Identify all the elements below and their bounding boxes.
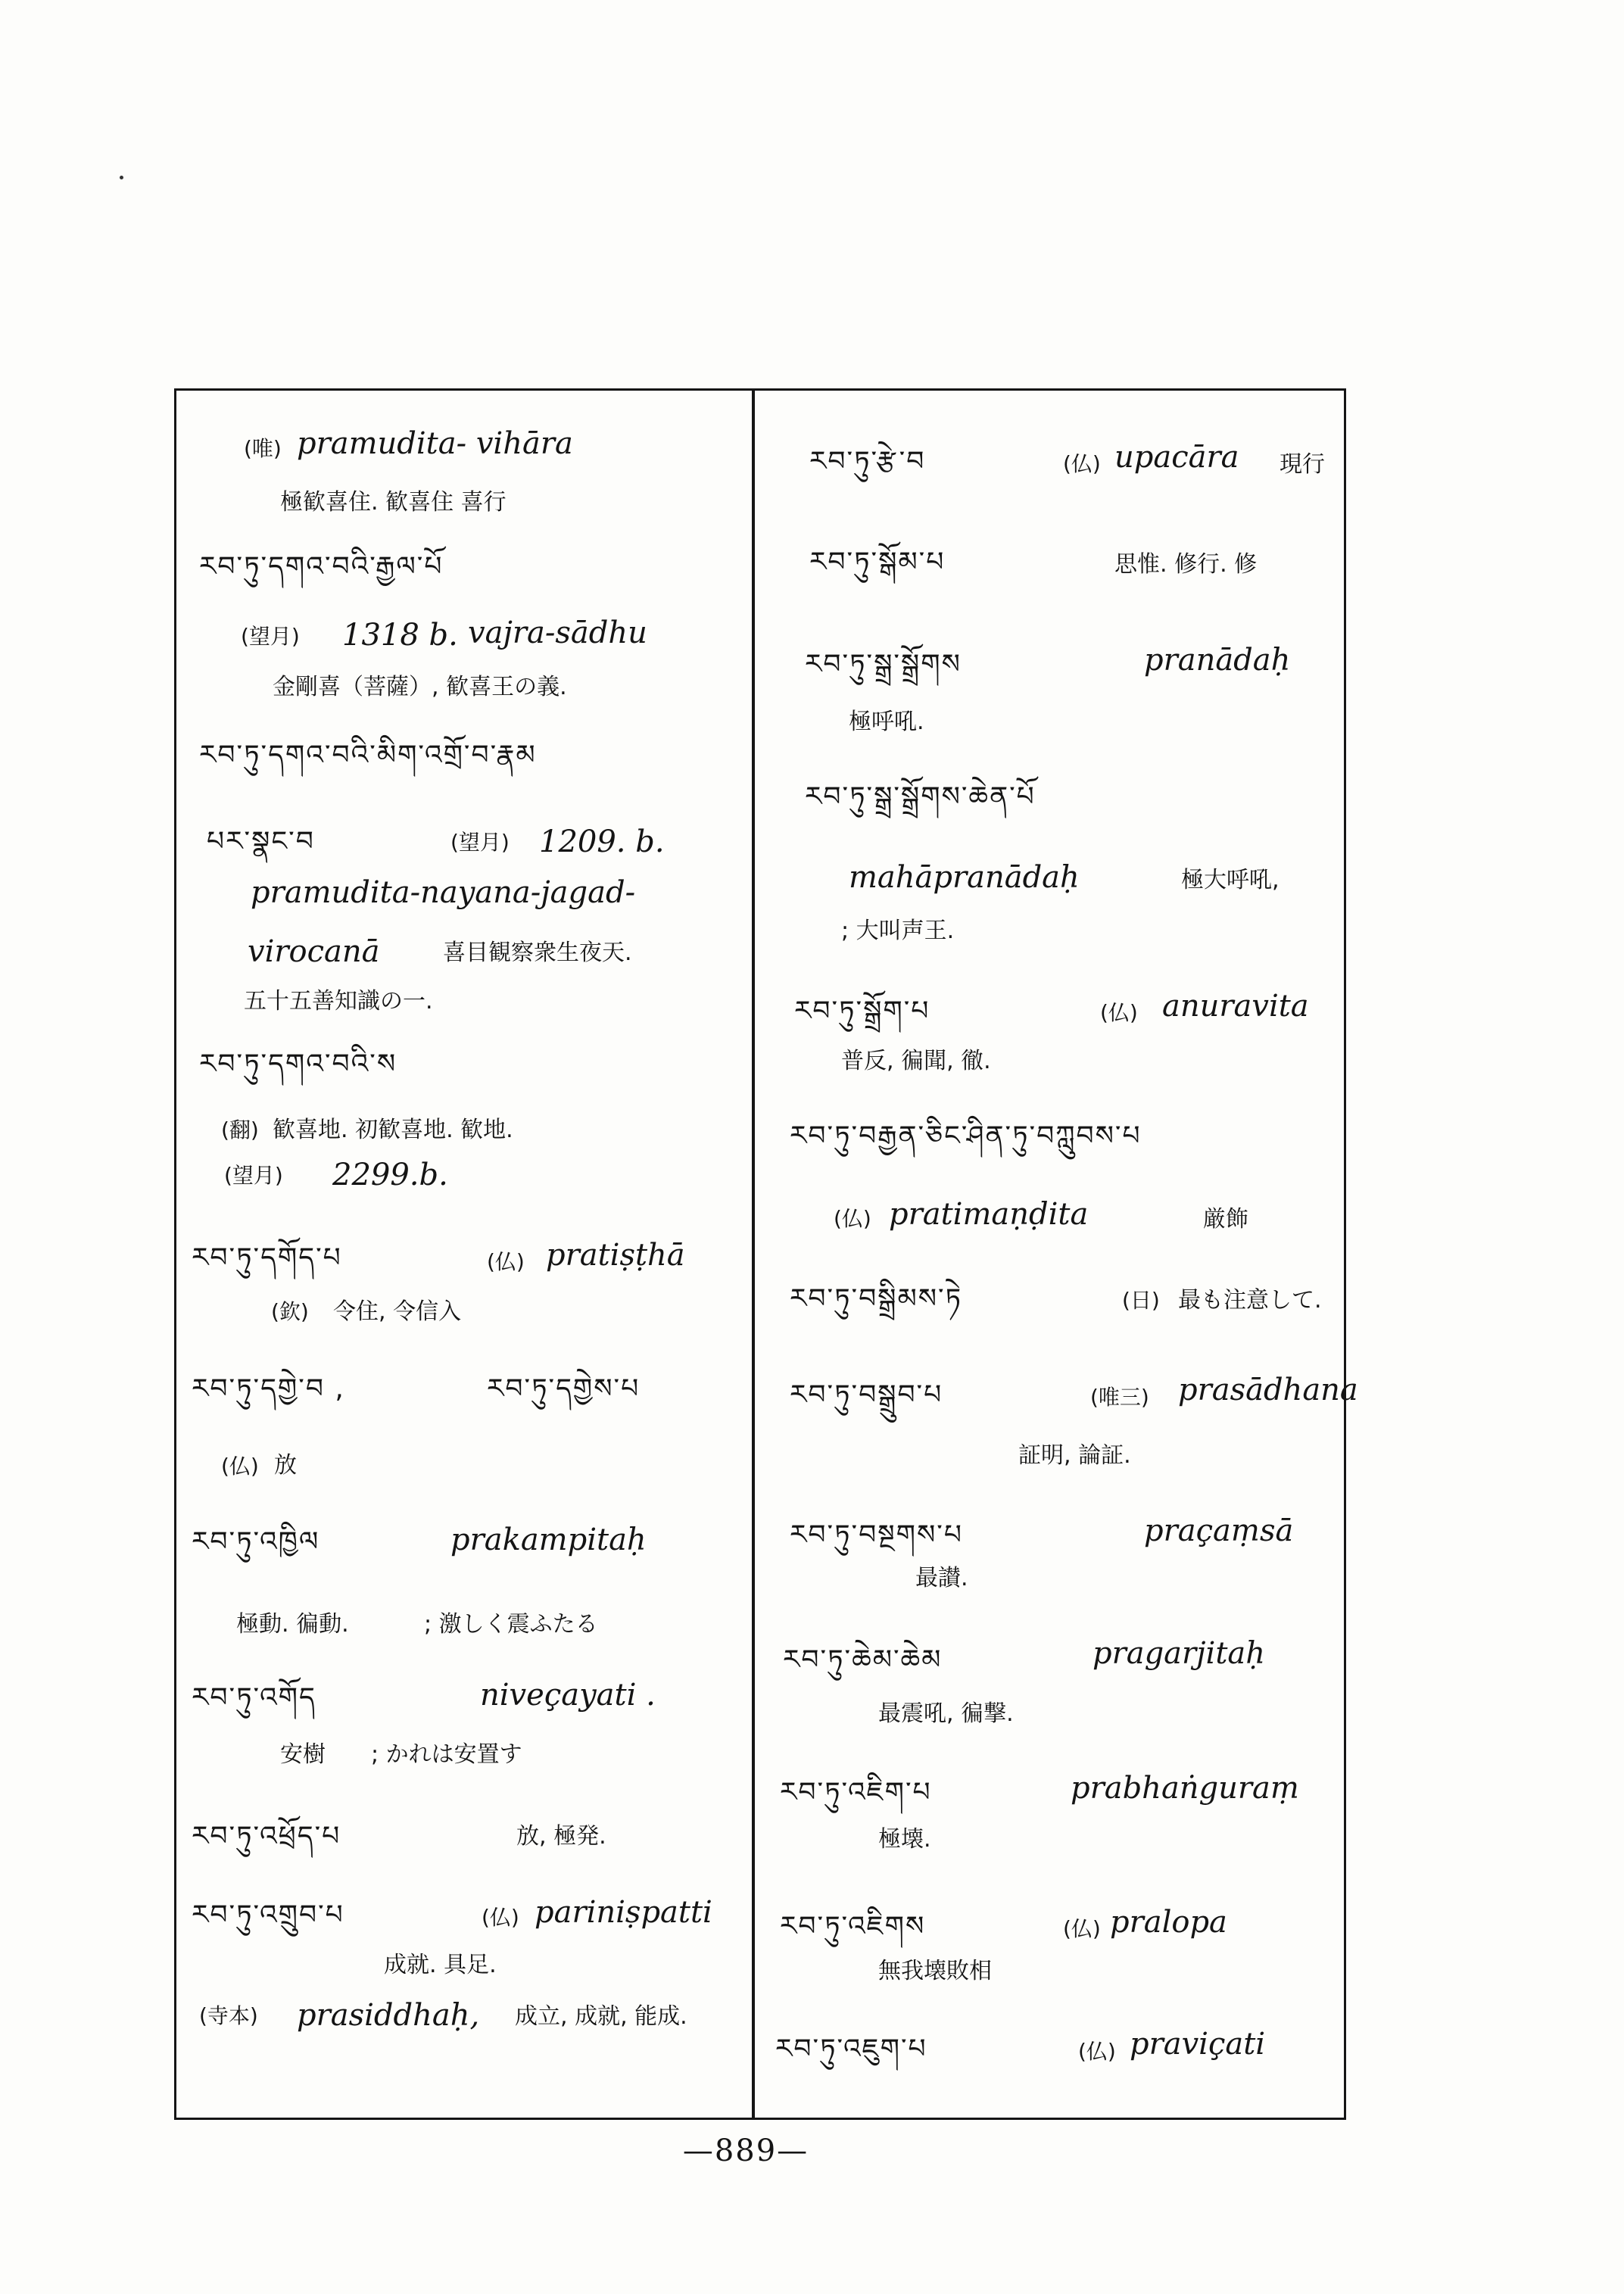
entry-japanese: 普反, 徧聞, 徹.: [841, 1048, 991, 1074]
entry-source-2: (寺本): [199, 2003, 258, 2028]
entry-japanese: 極壊.: [878, 1826, 931, 1853]
entry-tibetan: རབ་ཏུ་དགའ་བའི་མིག་འགྲོ་བ་རྣམ: [199, 740, 537, 771]
entry-reference: 1209. b.: [539, 824, 665, 859]
entry-note: 五十五善知識の一.: [244, 988, 433, 1015]
entry-reference: 2299.b.: [332, 1158, 448, 1192]
entry-sanskrit: niveçayati .: [480, 1678, 656, 1713]
entry-sanskrit: pramudita-nayana-jagad-: [251, 875, 636, 910]
entry-note: ; 激しく震ふたる: [424, 1611, 598, 1638]
entry-tibetan: རབ་ཏུ་འཇིག་པ: [780, 1777, 932, 1808]
entry-tibetan: རབ་ཏུ་འཁྱིལ: [192, 1526, 320, 1557]
entry-source: (望月): [450, 830, 510, 855]
entry-tibetan: རབ་ཏུ་སྒྲ་སྒྲོགས་ཆེན་པོ: [805, 781, 1036, 812]
entry-japanese: 令住, 令信入: [333, 1298, 462, 1325]
entry-sanskrit: pralopa: [1110, 1905, 1227, 1940]
entry-tibetan: རབ་ཏུ་བརྒྱན་ཅིང་ཤིན་ཏུ་བཀླུབས་པ: [790, 1121, 1142, 1152]
entry-sanskrit: pratiṣṭhā: [546, 1238, 685, 1273]
entry-source: (望月): [241, 624, 300, 649]
entry-japanese: 極呼吼.: [849, 709, 924, 735]
entry-tibetan: རབ་ཏུ་འགོད: [192, 1682, 316, 1713]
entry-source: (唯三): [1090, 1385, 1149, 1410]
entry-japanese: 最讃.: [915, 1565, 968, 1591]
entry-tibetan: རབ་ཏུ་སྒྲ་སྒྲོགས: [805, 649, 962, 680]
entry-tibetan: རབ་ཏུ་དགའ་བའི་ས: [199, 1049, 397, 1080]
entry-tibetan: རབ་ཏུ་བསྒྲུབ་པ: [790, 1379, 943, 1410]
column-divider: [752, 388, 755, 2120]
entry-note: ; 大叫声王.: [841, 918, 955, 944]
entry-tibetan: རབ་ཏུ་རྩེ་བ: [809, 446, 926, 477]
entry-tibetan: རབ་ཏུ་བསྔགས་པ: [790, 1519, 963, 1551]
entry-japanese: 現行: [1280, 451, 1325, 478]
entry-japanese: 喜目観察衆生夜天.: [443, 940, 632, 966]
entry-japanese: 放, 極発.: [516, 1823, 606, 1850]
entry-tibetan: རབ་ཏུ་དགྱེ་བ ,: [192, 1373, 345, 1404]
entry-reference: 1318 b.: [342, 618, 458, 653]
entry-tibetan: རབ་ཏུ་བསྒྲིམས་ཏེ: [790, 1283, 963, 1314]
entry-sanskrit: praçaṃsā: [1144, 1513, 1294, 1548]
entry-tibetan: རབ་ཏུ་འཕྲོད་པ: [192, 1821, 341, 1852]
entry-tibetan: རབ་ཏུ་ཆེམ་ཆེམ: [783, 1644, 943, 1675]
entry-sanskrit: pratimaṇḍita: [889, 1197, 1089, 1232]
entry-japanese: 成就. 具足.: [384, 1952, 497, 1978]
entry-japanese-2: 成立, 成就, 能成.: [515, 2003, 687, 2030]
entry-japanese: 無我壊敗相: [878, 1958, 992, 1984]
entry-japanese: 安樹: [280, 1741, 326, 1768]
entry-japanese: 放: [274, 1452, 297, 1479]
entry-sanskrit: pranādaḥ: [1144, 643, 1291, 678]
entry-source-2: (欽): [271, 1299, 309, 1324]
entry-source: (翻): [221, 1117, 259, 1142]
entry-japanese: 厳飾: [1203, 1206, 1248, 1233]
entry-tibetan-variant: རབ་ཏུ་དགྱེས་པ: [487, 1373, 641, 1404]
entry-tibetan-continued: པར་སྣང་བ: [207, 826, 315, 857]
entry-source-2: (望月): [224, 1163, 283, 1188]
entry-sanskrit: pragarjitaḥ: [1093, 1636, 1266, 1671]
entry-source: (仏): [1063, 1916, 1101, 1941]
entry-japanese: 最震吼, 徧撃.: [878, 1700, 1014, 1727]
entry-source: (唯): [244, 436, 282, 461]
entry-japanese: 極大呼吼,: [1181, 867, 1280, 893]
entry-japanese: 最も注意して.: [1178, 1287, 1322, 1314]
entry-source: (仏): [221, 1454, 259, 1479]
entry-japanese: 金剛喜（菩薩）, 歓喜王の義.: [273, 674, 567, 700]
entry-sanskrit: pariniṣpatti: [535, 1895, 712, 1930]
entry-sanskrit: pramudita- vihāra: [297, 426, 573, 461]
entry-japanese: 証明, 論証.: [1018, 1442, 1131, 1469]
page-number: —889—: [682, 2133, 809, 2168]
entry-japanese: 歓喜地. 初歓喜地. 歓地.: [273, 1117, 513, 1143]
entry-tibetan: རབ་ཏུ་སྒོམ་པ: [809, 547, 946, 578]
entry-source: (仏): [1078, 2039, 1116, 2064]
scan-speck: [120, 176, 123, 179]
entry-tibetan: རབ་ཏུ་དགོད་པ: [192, 1242, 342, 1273]
entry-sanskrit: mahāpranādaḥ: [849, 860, 1080, 895]
entry-sanskrit: upacāra: [1114, 440, 1239, 475]
entry-note: ; かれは安置す: [371, 1741, 522, 1768]
entry-source: (仏): [482, 1905, 519, 1930]
entry-source: (日): [1122, 1288, 1160, 1313]
entry-source: (仏): [1100, 1000, 1138, 1025]
entry-source: (仏): [487, 1249, 525, 1274]
entry-japanese: 思惟. 修行. 修: [1114, 551, 1258, 578]
entry-tibetan: རབ་ཏུ་དགའ་བའི་རྒྱལ་པོ: [199, 551, 444, 582]
entry-sanskrit-continued: virocanā: [248, 934, 380, 969]
entry-sanskrit: prakampitaḥ: [450, 1523, 647, 1557]
entry-tibetan: རབ་ཏུ་སྒྲོག་པ: [794, 996, 930, 1027]
entry-tibetan: རབ་ཏུ་འཇིགས: [780, 1911, 926, 1942]
entry-tibetan: རབ་ཏུ་འཇུག་པ: [775, 2034, 927, 2065]
entry-japanese: 極動. 徧動.: [236, 1611, 349, 1638]
entry-sanskrit: anuravita: [1162, 989, 1309, 1024]
entry-sanskrit: praviçati: [1130, 2027, 1266, 2062]
entry-sanskrit: prabhaṅguraṃ: [1071, 1771, 1300, 1806]
entry-source: (仏): [1063, 451, 1101, 476]
entry-sanskrit-2: prasiddhaḥ,: [297, 1998, 480, 2033]
entry-sanskrit: prasādhana: [1178, 1373, 1358, 1407]
entry-japanese: 極歓喜住. 歓喜住 喜行: [280, 489, 507, 516]
entry-source: (仏): [834, 1206, 871, 1231]
entry-tibetan: རབ་ཏུ་འགྲུབ་པ: [192, 1900, 344, 1931]
entry-sanskrit: vajra-sādhu: [468, 616, 647, 650]
